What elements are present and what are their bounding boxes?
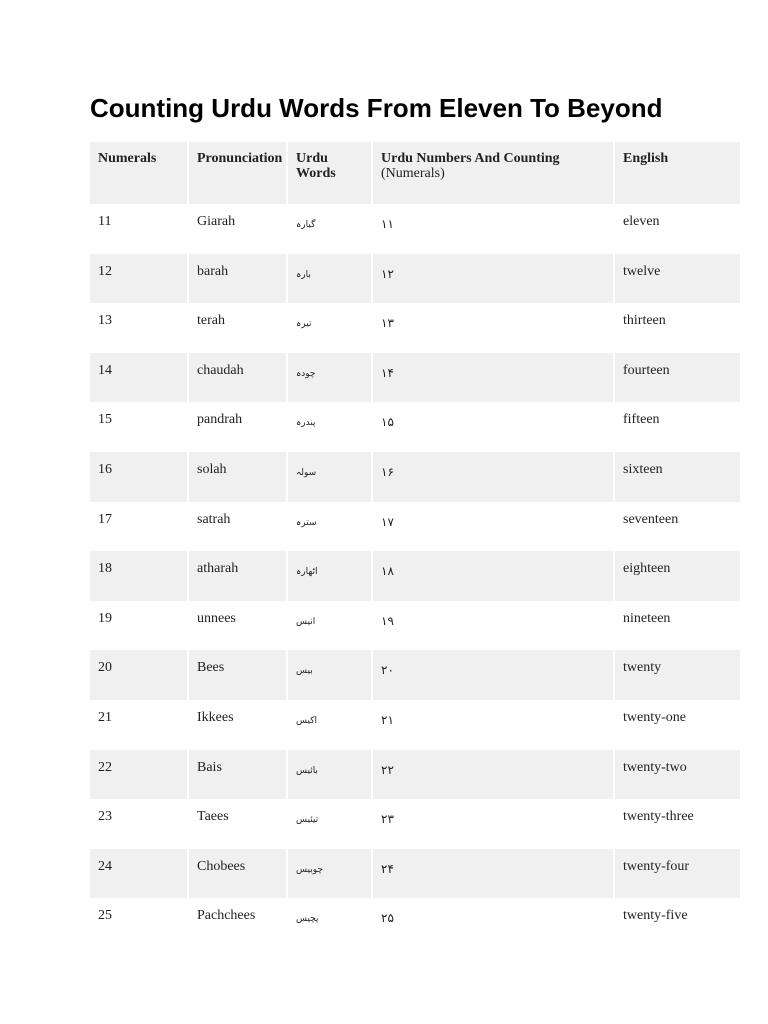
cell-english: twenty-five bbox=[623, 908, 688, 924]
cell-urdu-word: پندرہ bbox=[287, 402, 372, 452]
cell-urdu-numeral: ٢١ bbox=[372, 700, 614, 750]
cell-english: eighteen bbox=[614, 551, 740, 601]
cell-urdu-numeral: ١۴ bbox=[372, 353, 614, 403]
cell-numeral: 15 bbox=[90, 402, 188, 452]
cell-english: fifteen bbox=[623, 412, 660, 428]
cell-pronunciation: pandrah bbox=[188, 402, 287, 452]
header-urdu-numbers-label: Urdu Numbers And Counting bbox=[381, 151, 560, 166]
cell-english: twenty bbox=[614, 650, 740, 700]
cell-urdu-word: گیارہ bbox=[287, 204, 372, 254]
cell-urdu-numeral: ٢٣ bbox=[372, 799, 614, 849]
header-urdu-words: Urdu Words bbox=[287, 142, 372, 204]
cell-numeral: 12 bbox=[90, 254, 188, 304]
cell-urdu-numeral: ٢۵ bbox=[372, 898, 614, 948]
header-numerals: Numerals bbox=[90, 142, 188, 204]
cell-pronunciation: unnees bbox=[188, 601, 287, 651]
table-row bbox=[90, 650, 740, 700]
table-row bbox=[90, 353, 740, 403]
header-urdu-numbers-paren: (Numerals) bbox=[381, 166, 445, 181]
table-row bbox=[90, 303, 740, 353]
cell-urdu-word: بارہ bbox=[287, 254, 372, 304]
table-row bbox=[90, 700, 740, 750]
table-row bbox=[90, 502, 740, 552]
table-row bbox=[90, 254, 740, 304]
table-row bbox=[90, 750, 740, 800]
cell-english: seventeen bbox=[623, 511, 679, 527]
cell-urdu-numeral: ١٣ bbox=[372, 303, 614, 353]
cell-numeral: 11 bbox=[90, 204, 188, 254]
cell-english: nineteen bbox=[623, 610, 671, 626]
table-row bbox=[90, 898, 740, 948]
table-header-row bbox=[90, 142, 740, 204]
cell-numeral: 17 bbox=[90, 502, 188, 552]
cell-urdu-numeral: ١۶ bbox=[372, 452, 614, 502]
cell-pronunciation: barah bbox=[188, 254, 287, 304]
cell-numeral: 22 bbox=[90, 750, 188, 800]
cell-pronunciation: Chobees bbox=[188, 849, 287, 899]
cell-urdu-word: اٹھارہ bbox=[287, 551, 372, 601]
cell-numeral: 16 bbox=[90, 452, 188, 502]
cell-urdu-numeral: ١٩ bbox=[372, 601, 614, 651]
cell-english: twenty-two bbox=[614, 750, 740, 800]
table-row bbox=[90, 601, 740, 651]
cell-numeral: 25 bbox=[90, 898, 188, 948]
table-row bbox=[90, 452, 740, 502]
cell-numeral: 24 bbox=[90, 849, 188, 899]
cell-urdu-word: بیس bbox=[287, 650, 372, 700]
cell-pronunciation: terah bbox=[188, 303, 287, 353]
table-row bbox=[90, 799, 740, 849]
cell-urdu-word: بائیس bbox=[287, 750, 372, 800]
cell-urdu-numeral: ٢۴ bbox=[372, 849, 614, 899]
cell-pronunciation: Ikkees bbox=[188, 700, 287, 750]
cell-pronunciation: Bees bbox=[188, 650, 287, 700]
cell-numeral: 23 bbox=[90, 799, 188, 849]
cell-english: thirteen bbox=[623, 313, 666, 329]
cell-pronunciation: Giarah bbox=[188, 204, 287, 254]
cell-urdu-word: تیئیس bbox=[287, 799, 372, 849]
table-row bbox=[90, 551, 740, 601]
cell-urdu-numeral: ٢٠ bbox=[372, 650, 614, 700]
cell-urdu-word: سترہ bbox=[287, 502, 372, 552]
cell-numeral: 13 bbox=[90, 303, 188, 353]
table-row bbox=[90, 204, 740, 254]
cell-pronunciation: solah bbox=[188, 452, 287, 502]
cell-pronunciation: Bais bbox=[188, 750, 287, 800]
cell-english: fourteen bbox=[614, 353, 740, 403]
cell-urdu-numeral: ١۵ bbox=[372, 402, 614, 452]
cell-urdu-numeral: ١٢ bbox=[372, 254, 614, 304]
cell-pronunciation: Taees bbox=[188, 799, 287, 849]
cell-numeral: 20 bbox=[90, 650, 188, 700]
header-urdu-numbers bbox=[372, 142, 614, 204]
cell-english: twelve bbox=[614, 254, 740, 304]
cell-numeral: 21 bbox=[90, 700, 188, 750]
cell-pronunciation: Pachchees bbox=[188, 898, 287, 948]
cell-english: sixteen bbox=[614, 452, 740, 502]
cell-urdu-word: پچیس bbox=[287, 898, 372, 948]
cell-numeral: 14 bbox=[90, 353, 188, 403]
cell-numeral: 18 bbox=[90, 551, 188, 601]
header-english: English bbox=[614, 142, 740, 204]
header-pronunciation: Pronunciation bbox=[188, 142, 287, 204]
cell-urdu-word: سولہ bbox=[287, 452, 372, 502]
cell-pronunciation: chaudah bbox=[188, 353, 287, 403]
cell-english: twenty-one bbox=[623, 709, 686, 725]
cell-urdu-numeral: ١١ bbox=[372, 204, 614, 254]
cell-urdu-word: چوبیس bbox=[287, 849, 372, 899]
urdu-counting-table bbox=[90, 142, 740, 948]
cell-urdu-numeral: ٢٢ bbox=[372, 750, 614, 800]
cell-urdu-word: اکیس bbox=[287, 700, 372, 750]
cell-english: eleven bbox=[623, 214, 660, 229]
table-row bbox=[90, 402, 740, 452]
cell-pronunciation: satrah bbox=[188, 502, 287, 552]
cell-pronunciation: atharah bbox=[188, 551, 287, 601]
cell-urdu-word: تیرہ bbox=[287, 303, 372, 353]
cell-urdu-numeral: ١٧ bbox=[372, 502, 614, 552]
cell-urdu-word: انیس bbox=[287, 601, 372, 651]
cell-urdu-numeral: ١٨ bbox=[372, 551, 614, 601]
page-title: Counting Urdu Words From Eleven To Beyond bbox=[90, 93, 663, 123]
cell-numeral: 19 bbox=[90, 601, 188, 651]
cell-urdu-word: چودہ bbox=[287, 353, 372, 403]
table-row bbox=[90, 849, 740, 899]
cell-english: twenty-three bbox=[623, 809, 694, 825]
cell-english: twenty-four bbox=[614, 849, 740, 899]
